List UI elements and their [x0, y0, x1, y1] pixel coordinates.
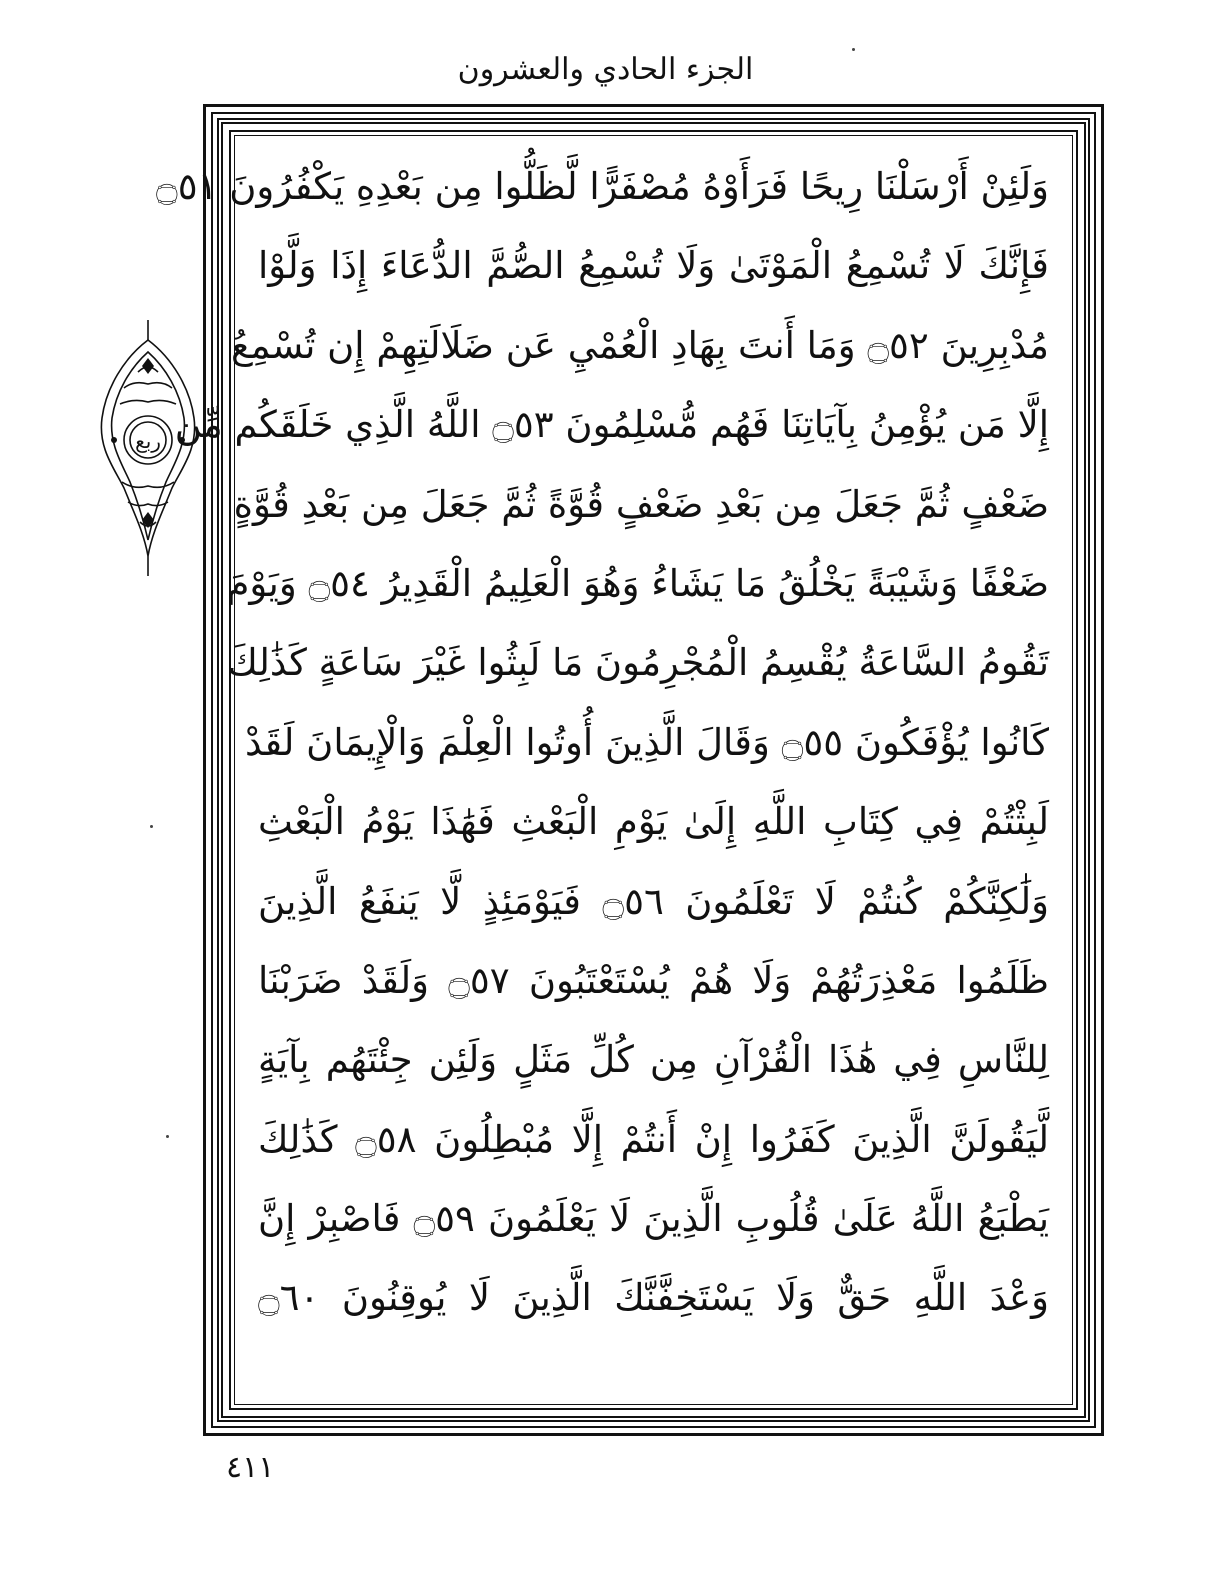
page-number: ٤١١	[226, 1450, 275, 1485]
speck-mark	[166, 1135, 169, 1138]
rub-label: ربع	[135, 429, 161, 453]
text-line: لَّيَقُولَنَّ الَّذِينَ كَفَرُوا إِنْ أَنتُمْ إِلَّا مُبْطِلُونَ ۝٥٨ كَذَٰلِكَ	[258, 1117, 1049, 1161]
text-line: لِلنَّاسِ فِي هَٰذَا الْقُرْآنِ مِن كُلِّ مَثَلٍ وَلَئِن جِئْتَهُم بِآيَةٍ	[258, 1038, 1049, 1082]
text-line: ضَعْفًا وَشَيْبَةً يَخْلُقُ مَا يَشَاءُ وَهُوَ الْعَلِيمُ الْقَدِيرُ ۝٥٤ وَيَوْمَ	[226, 561, 1049, 605]
text-line: تَقُومُ السَّاعَةُ يُقْسِمُ الْمُجْرِمُونَ مَا لَبِثُوا غَيْرَ سَاعَةٍ كَذَٰلِكَ	[227, 641, 1049, 685]
text-line: مُدْبِرِينَ ۝٥٢ وَمَا أَنتَ بِهَادِ الْعُمْيِ عَن ضَلَالَتِهِمْ إِن تُسْمِعُ	[230, 323, 1049, 367]
text-line: وَعْدَ اللَّهِ حَقٌّ وَلَا يَسْتَخِفَّنَّكَ الَّذِينَ لَا يُوقِنُونَ ۝٦٠	[258, 1276, 1049, 1320]
text-line: فَإِنَّكَ لَا تُسْمِعُ الْمَوْتَىٰ وَلَا تُسْمِعُ الصُّمَّ الدُّعَاءَ إِذَا وَلَّوْا	[258, 244, 1049, 288]
quran-text-block	[156, 147, 1063, 1393]
text-line: ضَعْفٍ ثُمَّ جَعَلَ مِن بَعْدِ ضَعْفٍ قُوَّةً ثُمَّ جَعَلَ مِن بَعْدِ قُوَّةٍ	[233, 482, 1049, 526]
text-line: وَلَئِنْ أَرْسَلْنَا رِيحًا فَرَأَوْهُ مُصْفَرًّا لَّظَلُّوا مِن بَعْدِهِ يَكْفُرُونَ ۝٥١	[156, 165, 1049, 208]
juz-title: الجزء الحادي والعشرون	[457, 52, 754, 87]
page-border-frame	[156, 104, 1104, 1436]
text-line: إِلَّا مَن يُؤْمِنُ بِآيَاتِنَا فَهُم مُّسْلِمُونَ ۝٥٣ اللَّهُ الَّذِي خَلَقَكُم مِّن	[174, 403, 1049, 447]
speck-mark	[852, 48, 855, 51]
text-line: وَلَٰكِنَّكُمْ كُنتُمْ لَا تَعْلَمُونَ ۝٥٦ فَيَوْمَئِذٍ لَّا يَنفَعُ الَّذِينَ	[258, 879, 1049, 923]
text-line: كَانُوا يُؤْفَكُونَ ۝٥٥ وَقَالَ الَّذِينَ أُوتُوا الْعِلْمَ وَالْإِيمَانَ لَقَدْ	[245, 720, 1049, 764]
text-line: ظَلَمُوا مَعْذِرَتُهُمْ وَلَا هُمْ يُسْتَعْتَبُونَ ۝٥٧ وَلَقَدْ ضَرَبْنَا	[258, 958, 1050, 1002]
speck-mark	[150, 825, 153, 828]
text-line: لَبِثْتُمْ فِي كِتَابِ اللَّهِ إِلَىٰ يَوْمِ الْبَعْثِ فَهَٰذَا يَوْمُ الْبَعْثِ	[258, 800, 1049, 844]
text-line: يَطْبَعُ اللَّهُ عَلَىٰ قُلُوبِ الَّذِينَ لَا يَعْلَمُونَ ۝٥٩ فَاصْبِرْ إِنَّ	[258, 1197, 1049, 1241]
